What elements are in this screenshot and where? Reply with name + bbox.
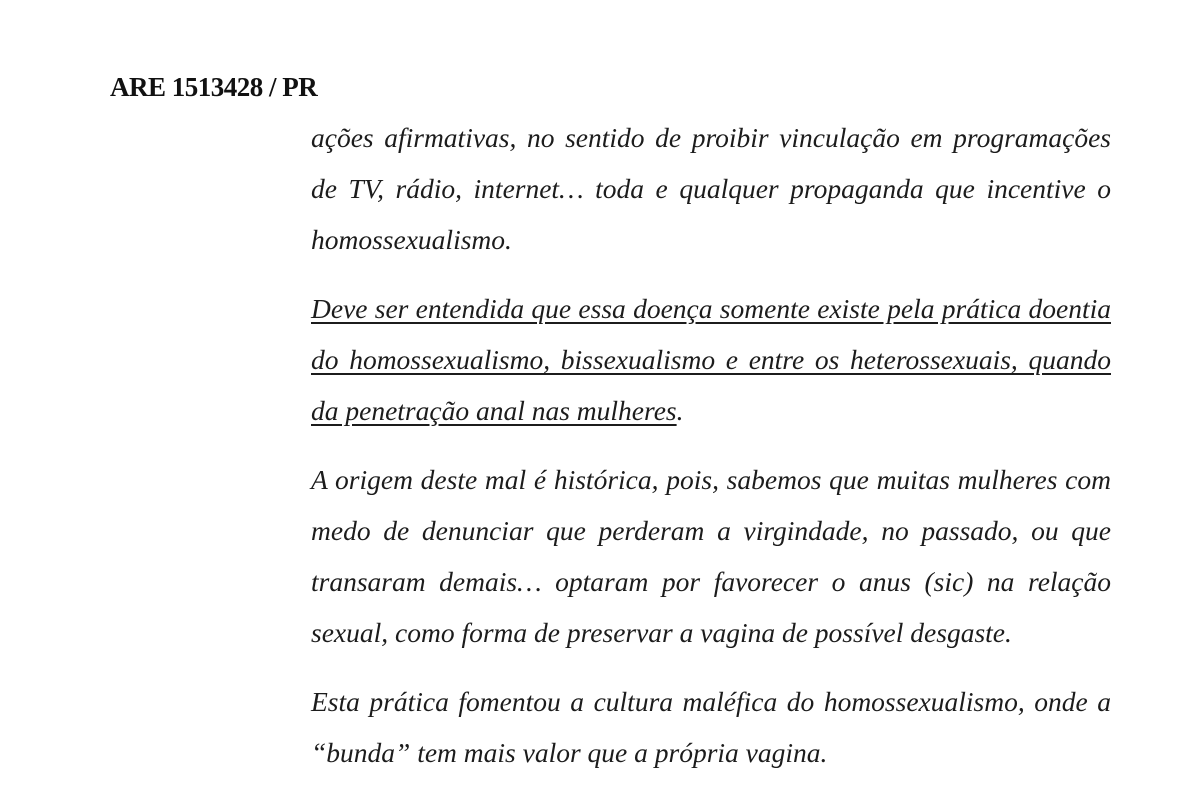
paragraph-2 (311, 283, 1111, 436)
paragraph-1 (311, 112, 1111, 265)
paragraph-3-text: A origem deste mal é histórica, pois, sabemos que muitas mulheres com medo de denunciar que perderam a virgindade, no passado, ou que transaram demais… optaram por favorecer o anus (sic) na relação sexual, como forma de preservar a vagina de possível desgaste. (311, 464, 1111, 648)
case-number-heading: ARE 1513428 / PR (110, 72, 318, 102)
paragraph-4 (311, 676, 1111, 778)
paragraph-1-text: ações afirmativas, no sentido de proibir vinculação em programações de TV, rádio, internet… toda e qualquer propaganda que incentive o homossexualismo. (311, 122, 1111, 255)
quoted-text-block (311, 112, 1111, 796)
paragraph-2-underlined-text: Deve ser entendida que essa doença somente existe pela prática doentia do homossexualismo, bissexualismo e entre os heterossexuais, quando da penetração anal nas mulheres (311, 293, 1111, 426)
paragraph-2-trailing-punctuation: . (676, 395, 684, 426)
paragraph-4-text: Esta prática fomentou a cultura maléfica do homossexualismo, onde a “bunda” tem mais valor que a própria vagina. (311, 686, 1111, 768)
paragraph-3 (311, 454, 1111, 658)
